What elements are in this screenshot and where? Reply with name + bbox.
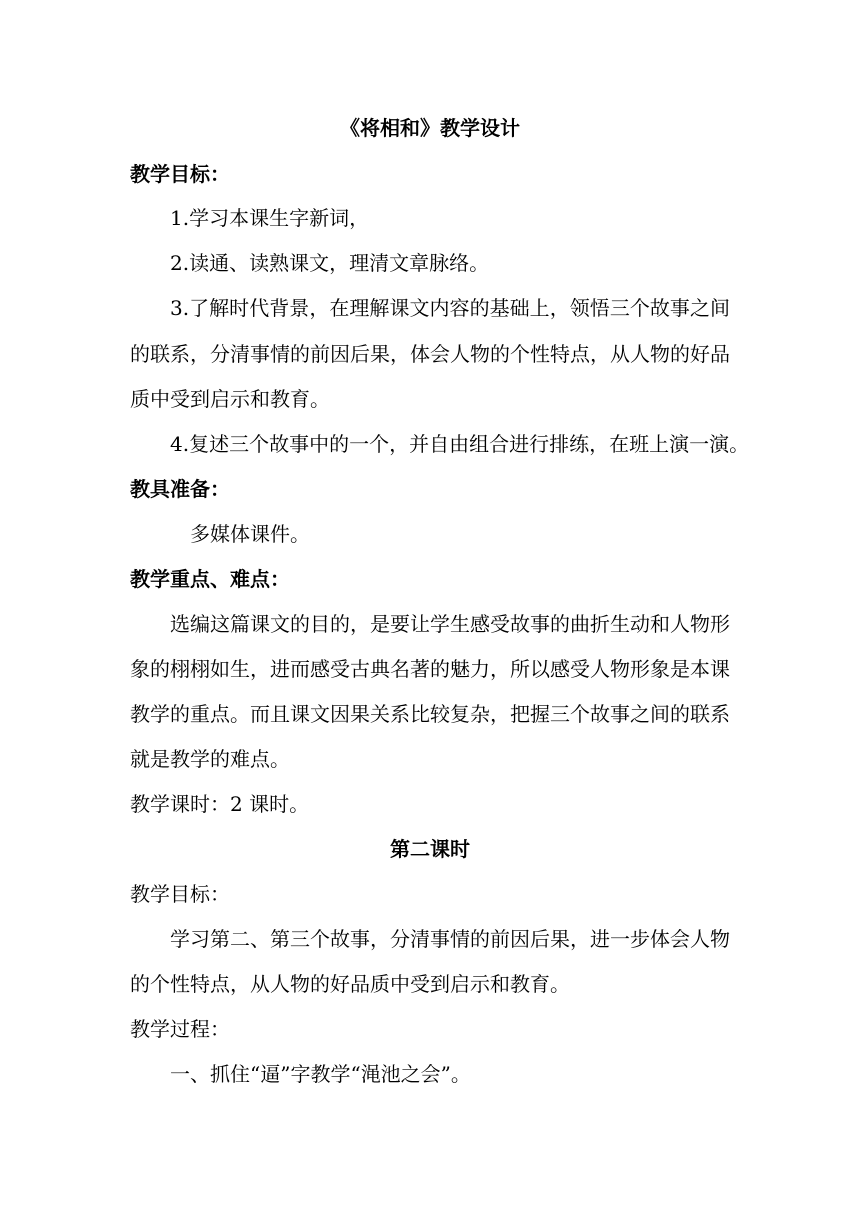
focus-line-3: 教学的重点。而且课文因果关系比较复杂，把握三个故事之间的联系	[130, 702, 730, 726]
lesson2-objective-line-1: 学习第二、第三个故事，分清事情的前因后果，进一步体会人物	[170, 927, 730, 951]
focus-line-1: 选编这篇课文的目的，是要让学生感受故事的曲折生动和人物形	[170, 612, 730, 636]
lesson2-title: 第二课时	[390, 837, 470, 861]
objective-item-1: 1.学习本课生字新词，	[170, 206, 370, 230]
objective-item-3: 3.了解时代背景，在理解课文内容的基础上，领悟三个故事之间	[170, 296, 730, 320]
process-step-1: 一、抓住“逼”字教学“渑池之会”。	[170, 1062, 471, 1086]
teaching-hours: 教学课时：2 课时。	[130, 792, 310, 816]
objective-item-3-cont-1: 的联系，分清事情的前因后果，体会人物的个性特点，从人物的好品	[130, 342, 730, 366]
focus-line-4: 就是教学的难点。	[130, 747, 290, 771]
process-heading: 教学过程：	[130, 1017, 230, 1041]
tools-text: 多媒体课件。	[190, 522, 310, 546]
objectives-heading: 教学目标：	[130, 162, 230, 186]
focus-heading: 教学重点、难点：	[130, 567, 290, 591]
objective-item-3-cont-2: 质中受到启示和教育。	[130, 387, 330, 411]
tools-heading: 教具准备：	[130, 477, 230, 501]
lesson2-objective-line-2: 的个性特点，从人物的好品质中受到启示和教育。	[130, 972, 570, 996]
objective-item-4: 4.复述三个故事中的一个，并自由组合进行排练，在班上演一演。	[170, 432, 750, 456]
document-title: 《将相和》教学设计	[340, 116, 520, 140]
lesson2-objectives-heading: 教学目标：	[130, 882, 230, 906]
focus-line-2: 象的栩栩如生，进而感受古典名著的魅力，所以感受人物形象是本课	[130, 657, 730, 681]
objective-item-2: 2.读通、读熟课文，理清文章脉络。	[170, 251, 490, 275]
